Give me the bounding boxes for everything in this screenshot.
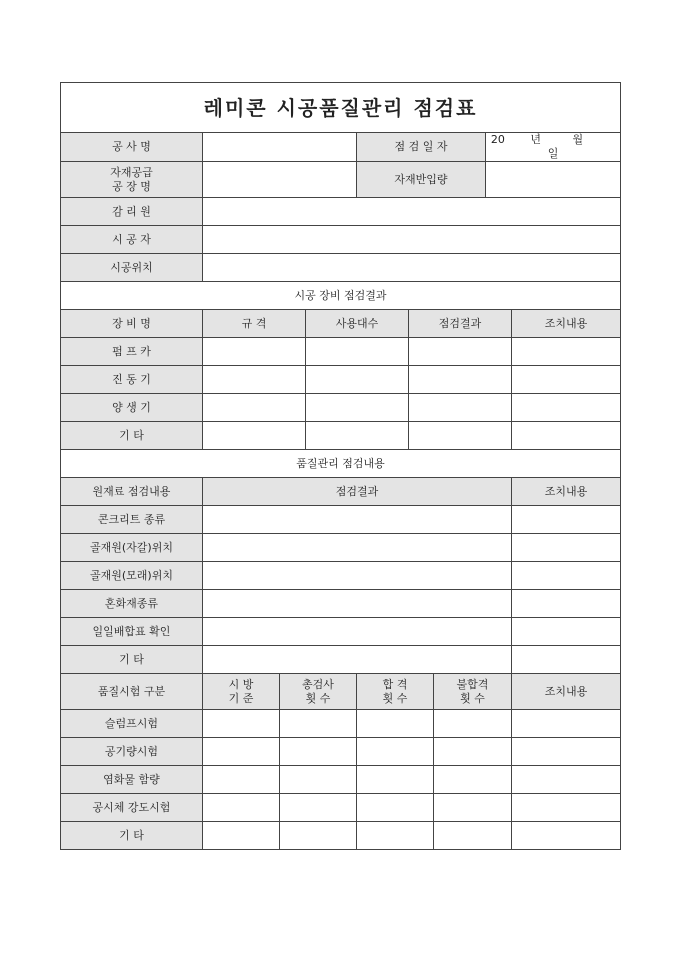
supervisor-label: 감 리 원: [61, 198, 203, 226]
supplier-label: [61, 162, 203, 198]
quality-row-label: 혼화재종류: [61, 590, 203, 618]
inspection-date-label: 점 검 일 자: [357, 133, 486, 162]
tests-total-cell[interactable]: [280, 794, 357, 822]
tests-row-label: 공기량시험: [61, 738, 203, 766]
tests-col-fail-line1: 불합격: [456, 677, 489, 691]
quality-row-label: 콘크리트 종류: [61, 506, 203, 534]
tests-total-cell[interactable]: [280, 822, 357, 850]
quality-result-cell[interactable]: [203, 534, 512, 562]
supervisor-field[interactable]: [203, 198, 621, 226]
equipment-spec-cell[interactable]: [203, 366, 306, 394]
tests-col-category: 품질시험 구분: [61, 674, 203, 710]
quality-result-cell[interactable]: [203, 590, 512, 618]
tests-fail-cell[interactable]: [434, 710, 512, 738]
quality-action-cell[interactable]: [512, 646, 621, 674]
tests-fail-cell[interactable]: [434, 822, 512, 850]
equipment-col-spec: 규 격: [203, 310, 306, 338]
tests-action-cell[interactable]: [512, 822, 621, 850]
tests-standard-cell[interactable]: [203, 710, 280, 738]
equipment-row-label: 양 생 기: [61, 394, 203, 422]
inspection-form: [60, 82, 620, 850]
equipment-spec-cell[interactable]: [203, 394, 306, 422]
quality-action-cell[interactable]: [512, 618, 621, 646]
inspection-table: [60, 82, 621, 850]
contractor-field[interactable]: [203, 226, 621, 254]
equipment-action-cell[interactable]: [512, 338, 621, 366]
tests-col-standard-line1: 시 방: [228, 677, 254, 691]
supplier-label-line1: 자재공급: [110, 165, 153, 179]
tests-pass-cell[interactable]: [357, 822, 434, 850]
quality-col-item: 원재료 점검내용: [61, 478, 203, 506]
project-name-field[interactable]: [203, 133, 357, 162]
project-name-label: 공 사 명: [61, 133, 203, 162]
tests-total-cell[interactable]: [280, 738, 357, 766]
tests-col-total: [280, 674, 357, 710]
quality-action-cell[interactable]: [512, 506, 621, 534]
equipment-action-cell[interactable]: [512, 394, 621, 422]
location-label: 시공위치: [61, 254, 203, 282]
equipment-count-cell[interactable]: [306, 338, 409, 366]
tests-standard-cell[interactable]: [203, 822, 280, 850]
equipment-action-cell[interactable]: [512, 366, 621, 394]
tests-row-label: 기 타: [61, 822, 203, 850]
tests-col-standard-line2: 기 준: [228, 691, 254, 705]
tests-col-total-line2: 횟 수: [305, 691, 331, 705]
tests-action-cell[interactable]: [512, 710, 621, 738]
tests-pass-cell[interactable]: [357, 766, 434, 794]
tests-action-cell[interactable]: [512, 794, 621, 822]
quality-result-cell[interactable]: [203, 562, 512, 590]
supplier-field[interactable]: [203, 162, 357, 198]
material-in-label: 자재반입량: [357, 162, 486, 198]
location-field[interactable]: [203, 254, 621, 282]
equipment-row-label: 펌 프 카: [61, 338, 203, 366]
tests-pass-cell[interactable]: [357, 794, 434, 822]
quality-col-action: 조치내용: [512, 478, 621, 506]
date-year: 20: [490, 133, 505, 146]
equipment-section-title: 시공 장비 점검결과: [61, 282, 621, 310]
tests-standard-cell[interactable]: [203, 738, 280, 766]
quality-result-cell[interactable]: [203, 506, 512, 534]
tests-row-label: 슬럼프시험: [61, 710, 203, 738]
quality-row-label: 기 타: [61, 646, 203, 674]
tests-pass-cell[interactable]: [357, 738, 434, 766]
tests-action-cell[interactable]: [512, 766, 621, 794]
equipment-result-cell[interactable]: [409, 366, 512, 394]
tests-col-pass-line2: 횟 수: [382, 691, 408, 705]
quality-row-label: 일일배합표 확인: [61, 618, 203, 646]
quality-action-cell[interactable]: [512, 590, 621, 618]
equipment-count-cell[interactable]: [306, 394, 409, 422]
date-month-unit: 월: [572, 133, 584, 146]
tests-col-fail-line2: 횟 수: [460, 691, 485, 705]
contractor-label: 시 공 자: [61, 226, 203, 254]
tests-row-label: 염화물 함량: [61, 766, 203, 794]
tests-fail-cell[interactable]: [434, 766, 512, 794]
quality-action-cell[interactable]: [512, 534, 621, 562]
equipment-row-label: 진 동 기: [61, 366, 203, 394]
equipment-action-cell[interactable]: [512, 422, 621, 450]
quality-result-cell[interactable]: [203, 646, 512, 674]
equipment-col-action: 조치내용: [512, 310, 621, 338]
equipment-spec-cell[interactable]: [203, 338, 306, 366]
tests-fail-cell[interactable]: [434, 738, 512, 766]
equipment-col-count: 사용대수: [306, 310, 409, 338]
equipment-col-result: 점검결과: [409, 310, 512, 338]
equipment-spec-cell[interactable]: [203, 422, 306, 450]
equipment-row-label: 기 타: [61, 422, 203, 450]
tests-total-cell[interactable]: [280, 710, 357, 738]
quality-row-label: 골재원(모래)위치: [61, 562, 203, 590]
equipment-col-name: 장 비 명: [61, 310, 203, 338]
form-title: 레미콘 시공품질관리 점검표: [61, 83, 621, 133]
quality-action-cell[interactable]: [512, 562, 621, 590]
equipment-count-cell[interactable]: [306, 366, 409, 394]
tests-col-pass-line1: 합 격: [382, 677, 408, 691]
tests-col-action: 조치내용: [512, 674, 621, 710]
tests-col-standard: [203, 674, 280, 710]
supplier-label-line2: 공 장 명: [112, 179, 151, 193]
tests-total-cell[interactable]: [280, 766, 357, 794]
quality-result-cell[interactable]: [203, 618, 512, 646]
quality-col-result: 점검결과: [203, 478, 512, 506]
date-day-unit: 일: [547, 147, 559, 160]
date-year-unit: 년: [530, 133, 542, 146]
material-in-field[interactable]: [486, 162, 621, 198]
tests-pass-cell[interactable]: [357, 710, 434, 738]
equipment-result-cell[interactable]: [409, 338, 512, 366]
tests-fail-cell[interactable]: [434, 794, 512, 822]
tests-col-total-line1: 총검사: [302, 677, 334, 691]
tests-action-cell[interactable]: [512, 738, 621, 766]
quality-row-label: 골재원(자갈)위치: [61, 534, 203, 562]
equipment-count-cell[interactable]: [306, 422, 409, 450]
equipment-result-cell[interactable]: [409, 422, 512, 450]
quality-section-title: 품질관리 점검내용: [61, 450, 621, 478]
inspection-date-field[interactable]: [486, 133, 621, 162]
tests-standard-cell[interactable]: [203, 766, 280, 794]
equipment-result-cell[interactable]: [409, 394, 512, 422]
tests-col-pass: [357, 674, 434, 710]
tests-col-fail: [434, 674, 512, 710]
tests-row-label: 공시체 강도시험: [61, 794, 203, 822]
tests-standard-cell[interactable]: [203, 794, 280, 822]
